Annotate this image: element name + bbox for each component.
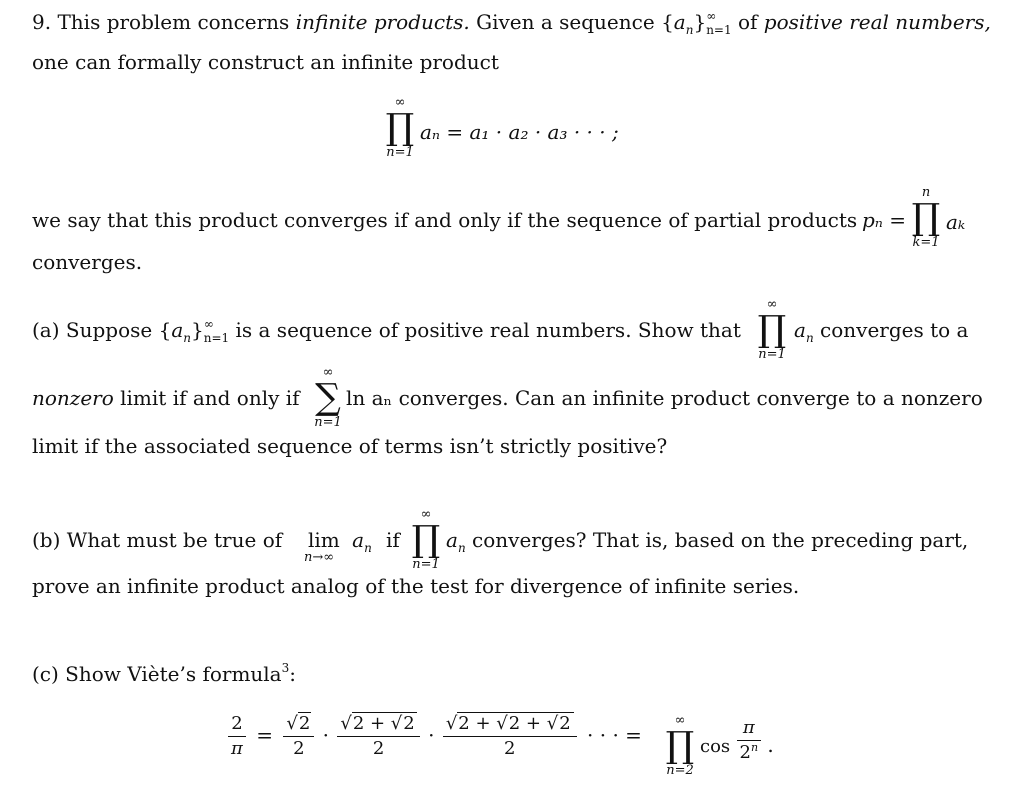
- part-a-log-text: ln aₙ converges. Can an infinite product converge to a nonzero: [346, 386, 983, 410]
- part-b-if: if: [386, 528, 400, 552]
- intro-line-1: 9. This problem concerns infinite products. Given a sequence $\{a_n\}^\infty_{n=1}$ of positive real numbers,: [32, 9, 991, 37]
- sequence-notation: $\{a_n\}^\infty_{n=1}$: [661, 9, 732, 37]
- part-b-line-2: prove an infinite product analog of the test for divergence of infinite series.: [32, 574, 800, 598]
- intro-line-2: one can formally construct an infinite product: [32, 50, 499, 74]
- part-a-line-1: (a) Suppose $\{a_n\}^\infty_{n=1}$ is a sequence of positive real numbers. Show that: [32, 317, 741, 345]
- part-b-converges: $a_n$ converges? That is, based on the preceding part,: [446, 528, 969, 555]
- product-expression: aₙ = a₁ · a₂ · a₃ · · · ;: [420, 120, 619, 144]
- viete-product-term: cos $\frac{\pi}{2^n}$ .: [700, 717, 774, 763]
- viete-product-operator: ∞ ∏ n=2: [665, 713, 695, 778]
- partial-product-term: aₖ: [946, 210, 966, 234]
- part-a-converges: $a_n$ converges to a: [794, 318, 969, 345]
- part-b-line-1: (b) What must be true of: [32, 528, 283, 552]
- converges-word: converges.: [32, 250, 143, 274]
- sum-operator: ∞ ∑ n=1: [314, 365, 342, 430]
- partial-product-operator: n ∏ k=1: [911, 185, 941, 250]
- part-a-line-2: nonzero limit if and only if: [32, 386, 300, 410]
- product-operator: ∞ ∏ n=1: [385, 95, 415, 160]
- part-c-heading: (c) Show Viète’s formula$^3$:: [32, 661, 296, 686]
- partial-product-lhs: pₙ =: [862, 208, 907, 232]
- part-a-line-3: limit if the associated sequence of terms isn’t strictly positive?: [32, 434, 668, 458]
- part-a-product-operator: ∞ ∏ n=1: [757, 297, 787, 362]
- part-b-product-operator: ∞ ∏ n=1: [411, 507, 441, 572]
- limit-expression: $\lim a_n$ n→∞: [304, 528, 372, 565]
- viete-formula: $\frac{2}{\pi}$ = $\frac{√2}{2}$ · $\frac{√2 + √2}{2}$ · $\frac{√2 + √2 + √2}{2}$ · · · =: [228, 712, 646, 761]
- convergence-line: we say that this product converges if and only if the sequence of partial products: [32, 208, 858, 232]
